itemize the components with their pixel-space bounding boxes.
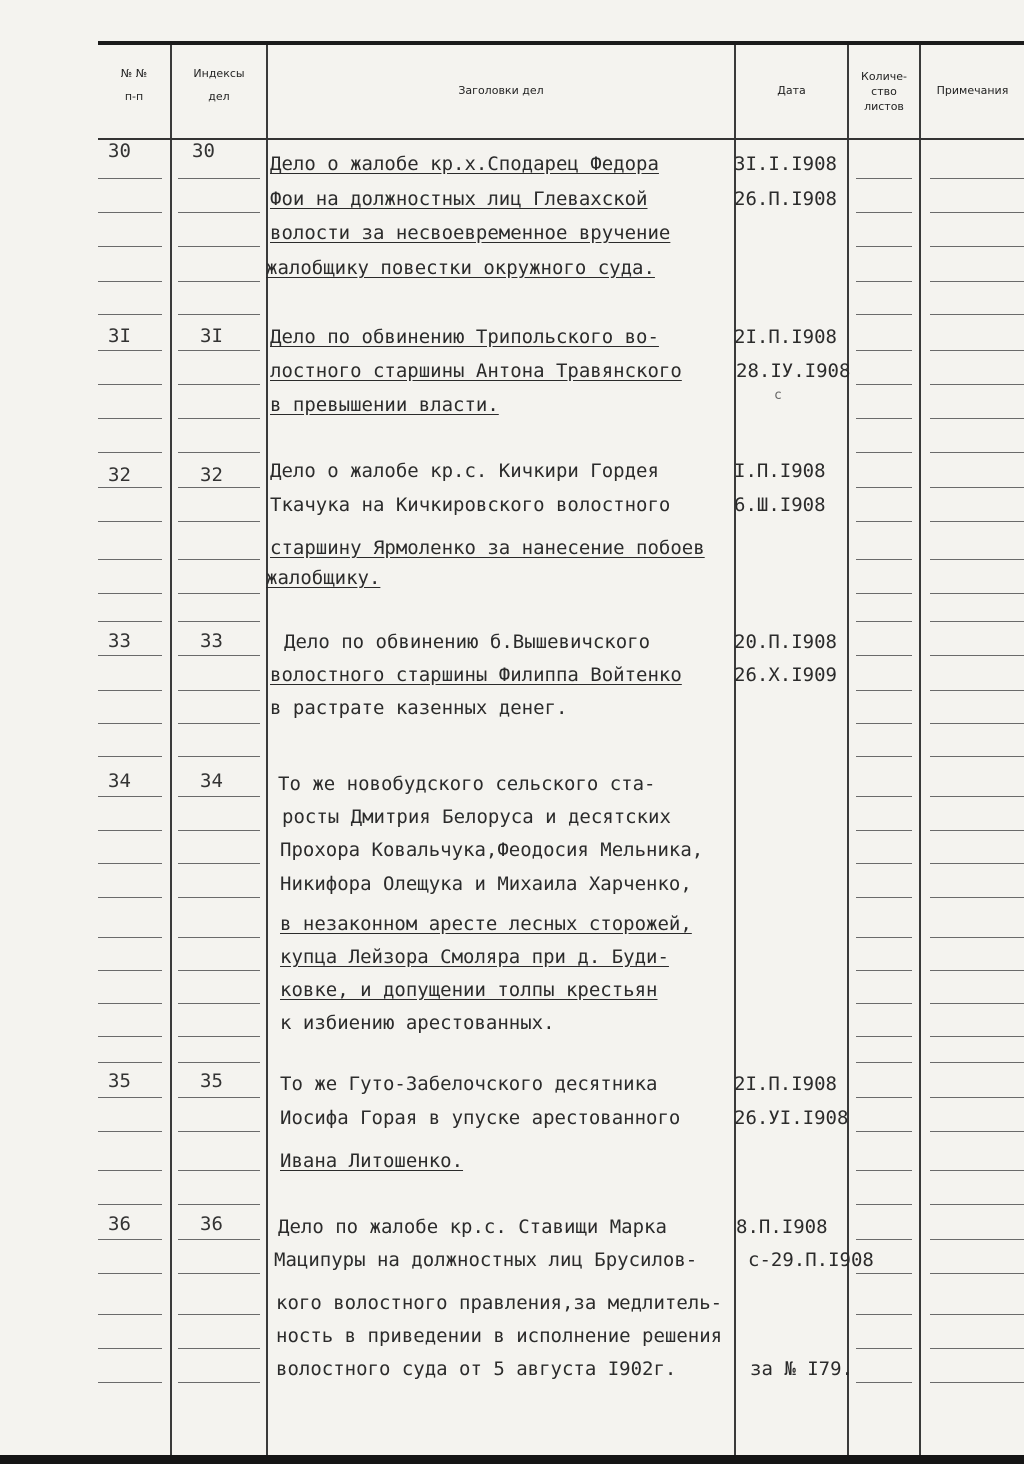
ruled-line	[930, 1036, 1024, 1037]
ruled-line	[98, 1170, 162, 1171]
ruled-line	[178, 1036, 260, 1037]
ruled-line	[178, 796, 260, 797]
ruled-line	[856, 1036, 912, 1037]
entry-title-line: ковке, и допущении толпы крестьян	[280, 979, 658, 1001]
ruled-line	[98, 350, 162, 351]
entry-title-line: Ивана Литошенко.	[280, 1150, 464, 1172]
entry-title-line: волостного суда от 5 августа I902г.	[276, 1358, 677, 1380]
entry-title-line: в растрате казенных денег.	[270, 697, 568, 719]
entry-index: 36	[200, 1213, 223, 1235]
entry-number: 30	[108, 140, 131, 162]
header-col-number-line2: п-п	[124, 90, 144, 103]
ruled-line	[98, 559, 162, 560]
header-col-number-line1: № №	[120, 67, 148, 80]
ruled-line	[178, 593, 260, 594]
entry-index: 35	[200, 1070, 223, 1092]
ruled-line	[178, 756, 260, 757]
top-border	[98, 41, 1024, 45]
ruled-line	[178, 1003, 260, 1004]
entry-date-end: с-29.П.I908	[748, 1249, 874, 1271]
ruled-line	[856, 970, 912, 971]
ruled-line	[98, 1097, 162, 1098]
column-divider-notes	[919, 45, 921, 1455]
ruled-line	[930, 521, 1024, 522]
ruled-line	[98, 937, 162, 938]
ruled-line	[178, 621, 260, 622]
ruled-line	[98, 1204, 162, 1205]
entry-index: 32	[200, 464, 223, 486]
ruled-line	[930, 246, 1024, 247]
ruled-line	[178, 1170, 260, 1171]
entry-title-line: старшину Ярмоленко за нанесение побоев	[270, 537, 705, 559]
entry-title-line: росты Дмитрия Белоруса и десятских	[282, 806, 671, 828]
entry-index: 3I	[200, 325, 223, 347]
entry-title-line: Дело по жалобе кр.с. Ставищи Марка	[278, 1216, 667, 1238]
ruled-line	[178, 1239, 260, 1240]
ruled-line	[98, 830, 162, 831]
header-separator	[98, 138, 1024, 140]
ruled-line	[178, 1204, 260, 1205]
ruled-line	[178, 1273, 260, 1274]
entry-title-line: ность в приведении в исполнение решения	[276, 1325, 723, 1347]
ruled-line	[856, 559, 912, 560]
entry-title-line: в превышении власти.	[270, 394, 499, 416]
entry-title-line: Ткачука на Кичкировского волостного	[270, 494, 671, 516]
ruled-line	[98, 521, 162, 522]
header-col-number	[100, 66, 168, 104]
entry-date-start: 3I.I.I908	[734, 153, 837, 175]
ruled-line	[856, 830, 912, 831]
ruled-line	[930, 384, 1024, 385]
ruled-line	[178, 1097, 260, 1098]
ruled-line	[178, 384, 260, 385]
ruled-line	[98, 593, 162, 594]
entry-date-end: 6.Ш.I908	[734, 494, 826, 516]
ruled-line	[930, 350, 1024, 351]
ruled-line	[178, 897, 260, 898]
ruled-line	[178, 178, 260, 179]
ruled-line	[98, 723, 162, 724]
entry-title-line: Никифора Олещука и Михаила Харченко,	[280, 873, 692, 895]
ruled-line	[856, 1314, 912, 1315]
entry-date-start: 20.П.I908	[734, 631, 837, 653]
header-col-index-line2: дел	[208, 90, 230, 103]
entry-title-line: Дело о жалобе кр.х.Сподарец Федора	[270, 153, 659, 175]
ruled-line	[856, 350, 912, 351]
ruled-line	[856, 1204, 912, 1205]
ruled-line	[930, 1131, 1024, 1132]
ruled-line	[98, 655, 162, 656]
ruled-line	[98, 621, 162, 622]
ruled-line	[930, 1239, 1024, 1240]
ruled-line	[98, 796, 162, 797]
ruled-line	[178, 212, 260, 213]
ruled-line	[856, 655, 912, 656]
entry-title-line: волости за несвоевременное вручение	[270, 222, 671, 244]
header-col-index	[172, 66, 266, 104]
entry-title-line: жалобщику.	[266, 567, 381, 589]
ruled-line	[856, 1062, 912, 1063]
ruled-line	[856, 521, 912, 522]
ruled-line	[178, 1131, 260, 1132]
entry-index: 34	[200, 770, 223, 792]
ruled-line	[178, 1348, 260, 1349]
ruled-line	[178, 452, 260, 453]
entry-title-line: волостного старшины Филиппа Войтенко	[270, 664, 682, 686]
ruled-line	[178, 690, 260, 691]
ruled-line	[856, 418, 912, 419]
ruled-line	[856, 1239, 912, 1240]
ruled-line	[930, 178, 1024, 179]
ruled-line	[178, 350, 260, 351]
ruled-line	[178, 487, 260, 488]
ruled-line	[856, 756, 912, 757]
ruled-line	[178, 970, 260, 971]
entry-number: 32	[108, 464, 131, 486]
ruled-line	[98, 690, 162, 691]
ruled-line	[178, 246, 260, 247]
entry-title-line: Фои на должностных лиц Глевахской	[270, 188, 648, 210]
header-col-count-line3: листов	[864, 100, 904, 113]
ruled-line	[98, 1239, 162, 1240]
ruled-line	[930, 1097, 1024, 1098]
ruled-line	[98, 487, 162, 488]
ruled-line	[178, 418, 260, 419]
entry-date-end: 26.УI.I908	[734, 1107, 849, 1129]
ruled-line	[856, 178, 912, 179]
ruled-line	[930, 593, 1024, 594]
entry-date-start: 2I.П.I908	[734, 1073, 837, 1095]
ruled-line	[178, 655, 260, 656]
ruled-line	[930, 1273, 1024, 1274]
ruled-line	[98, 314, 162, 315]
ruled-line	[856, 1003, 912, 1004]
ruled-line	[930, 796, 1024, 797]
ruled-line	[930, 1382, 1024, 1383]
ruled-line	[178, 723, 260, 724]
entry-title-line: Дело о жалобе кр.с. Кичкири Гордея	[270, 460, 659, 482]
ruled-line	[930, 1348, 1024, 1349]
entry-title-line: Дело по обвинению б.Вышевичского	[284, 631, 651, 653]
ruled-line	[98, 756, 162, 757]
entry-index: 30	[192, 140, 215, 162]
ruled-line	[178, 1062, 260, 1063]
column-divider-count	[847, 45, 849, 1455]
entry-title-line: Дело по обвинению Трипольского во-	[270, 326, 659, 348]
ruled-line	[98, 452, 162, 453]
stray-mark: с	[774, 388, 782, 403]
bottom-border	[0, 1455, 1024, 1464]
column-divider-index	[170, 45, 172, 1455]
entry-title-line: жалобщику повестки окружного суда.	[266, 257, 655, 279]
entry-title-line: То же Гуто-Забелочского десятника	[280, 1073, 658, 1095]
ruled-line	[930, 314, 1024, 315]
ruled-line	[930, 1314, 1024, 1315]
ruled-line	[856, 621, 912, 622]
ruled-line	[930, 830, 1024, 831]
entry-date-start: 8.П.I908	[736, 1216, 828, 1238]
ruled-line	[930, 212, 1024, 213]
ruled-line	[98, 281, 162, 282]
ruled-line	[98, 1382, 162, 1383]
ruled-line	[98, 1036, 162, 1037]
ruled-line	[930, 621, 1024, 622]
ruled-line	[930, 418, 1024, 419]
ruled-line	[178, 559, 260, 560]
ruled-line	[178, 314, 260, 315]
header-col-title: Заголовки дел	[458, 84, 544, 97]
ruled-line	[930, 690, 1024, 691]
column-divider-date	[734, 45, 736, 1455]
ruled-line	[178, 281, 260, 282]
entry-date-start: I.П.I908	[734, 460, 826, 482]
ruled-line	[930, 723, 1024, 724]
entry-index: 33	[200, 630, 223, 652]
ruled-line	[856, 863, 912, 864]
ruled-line	[930, 452, 1024, 453]
ruled-line	[856, 452, 912, 453]
entry-title-line: Иосифа Горая в упуске арестованного	[280, 1107, 681, 1129]
ruled-line	[178, 1382, 260, 1383]
ruled-line	[856, 1273, 912, 1274]
ruled-line	[856, 1097, 912, 1098]
ruled-line	[98, 863, 162, 864]
ruled-line	[178, 521, 260, 522]
ruled-line	[930, 937, 1024, 938]
ruled-line	[930, 1204, 1024, 1205]
entry-date-end: 28.IУ.I908	[736, 360, 851, 382]
entry-number: 36	[108, 1213, 131, 1235]
ruled-line	[930, 970, 1024, 971]
entry-title-line: к избиению арестованных.	[280, 1012, 555, 1034]
ruled-line	[930, 655, 1024, 656]
entry-number: 35	[108, 1070, 131, 1092]
ruled-line	[856, 723, 912, 724]
ruled-line	[856, 1382, 912, 1383]
entry-number: 33	[108, 630, 131, 652]
entry-date-end: 26.X.I909	[734, 664, 837, 686]
ruled-line	[98, 1273, 162, 1274]
ruled-line	[930, 1170, 1024, 1171]
header-col-index-line1: Индексы	[193, 67, 245, 80]
ruled-line	[98, 897, 162, 898]
ruled-line	[856, 1170, 912, 1171]
ruled-line	[856, 314, 912, 315]
ruled-line	[856, 937, 912, 938]
ruled-line	[98, 1348, 162, 1349]
header-col-count-line2: ство	[871, 85, 897, 98]
ruled-line	[98, 1314, 162, 1315]
ruled-line	[930, 1003, 1024, 1004]
ruled-line	[930, 756, 1024, 757]
ruled-line	[856, 593, 912, 594]
ruled-line	[856, 1348, 912, 1349]
entry-title-line: в незаконном аресте лесных сторожей,	[280, 913, 692, 935]
ruled-line	[856, 897, 912, 898]
ruled-line	[856, 690, 912, 691]
ruled-line	[98, 384, 162, 385]
ruled-line	[856, 212, 912, 213]
entry-number: 3I	[108, 325, 131, 347]
ruled-line	[930, 487, 1024, 488]
ruled-line	[856, 796, 912, 797]
ruled-line	[98, 1131, 162, 1132]
entry-date-note: за № I79.	[750, 1358, 853, 1380]
header-col-count-line1: Количе-	[861, 70, 907, 83]
entry-date-start: 2I.П.I908	[734, 326, 837, 348]
ruled-line	[856, 487, 912, 488]
entry-title-line: кого волостного правления,за медлитель-	[276, 1292, 723, 1314]
entry-title-line: лостного старшины Антона Травянского	[270, 360, 682, 382]
ruled-line	[178, 863, 260, 864]
ruled-line	[98, 178, 162, 179]
entry-number: 34	[108, 770, 131, 792]
header-col-count	[849, 69, 919, 114]
ruled-line	[178, 937, 260, 938]
ruled-line	[856, 281, 912, 282]
entry-title-line: Прохора Ковальчука,Феодосия Мельника,	[280, 839, 704, 861]
ruled-line	[930, 897, 1024, 898]
ruled-line	[98, 212, 162, 213]
header-col-notes: Примечания	[936, 84, 1009, 97]
ruled-line	[856, 246, 912, 247]
header-col-date: Дата	[777, 84, 806, 97]
ruled-line	[98, 1062, 162, 1063]
ruled-line	[930, 559, 1024, 560]
entry-title-line: То же новобудского сельского ста-	[278, 773, 656, 795]
ruled-line	[856, 1131, 912, 1132]
ruled-line	[98, 246, 162, 247]
ruled-line	[856, 384, 912, 385]
entry-date-end: 26.П.I908	[734, 188, 837, 210]
ruled-line	[178, 1314, 260, 1315]
ruled-line	[930, 281, 1024, 282]
entry-title-line: купца Лейзора Смоляра при д. Буди-	[280, 946, 669, 968]
ruled-line	[98, 970, 162, 971]
ruled-line	[98, 1003, 162, 1004]
ruled-line	[930, 1062, 1024, 1063]
ruled-line	[930, 863, 1024, 864]
ruled-line	[98, 418, 162, 419]
entry-title-line: Маципуры на должностных лиц Брусилов-	[274, 1249, 698, 1271]
ruled-line	[178, 830, 260, 831]
